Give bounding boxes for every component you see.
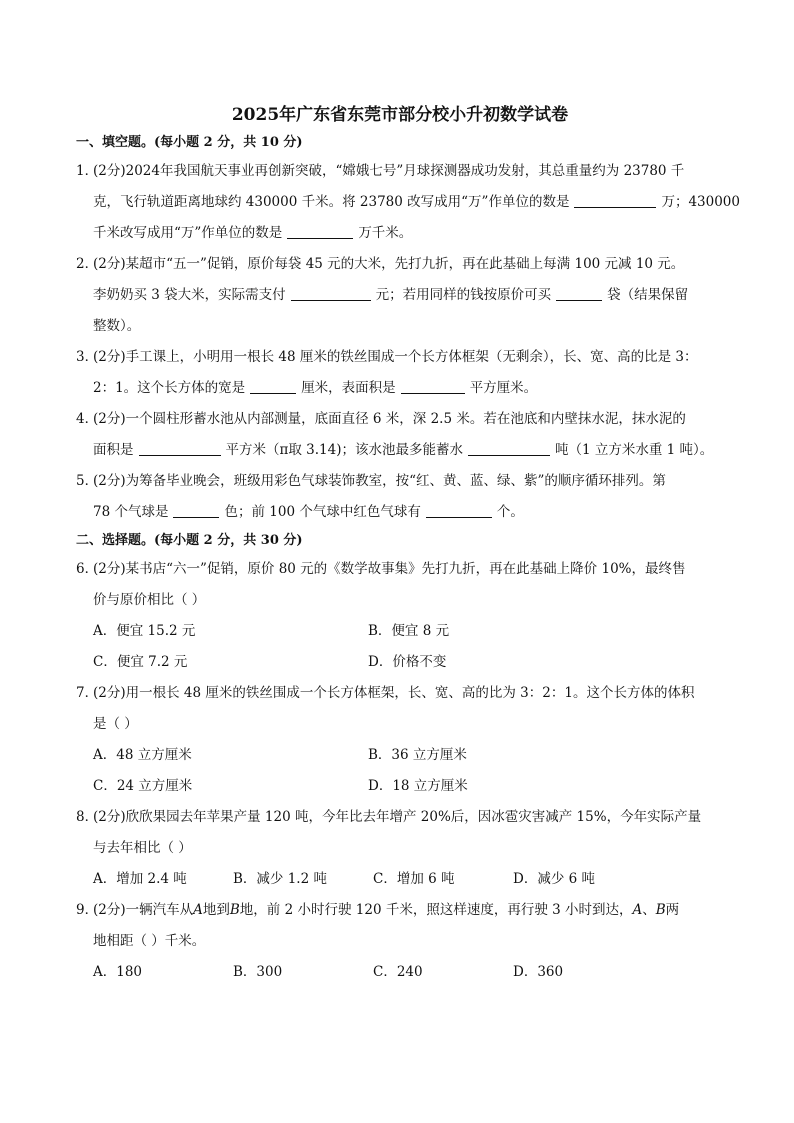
section-choice-heading: 二、选择题。(每小题 2 分，共 30 分) <box>76 533 303 548</box>
answer-blank[interactable] <box>173 502 219 518</box>
question-5-text-2b: 色；前 100 个气球中红色气球有 <box>224 504 421 520</box>
question-2-text-2a: 李奶奶买 3 袋大米，实际需支付 <box>93 287 286 303</box>
question-6-options-row-1 <box>76 616 724 647</box>
answer-blank[interactable] <box>250 378 296 394</box>
answer-blank[interactable] <box>556 285 602 301</box>
answer-blank[interactable] <box>574 192 656 208</box>
question-9-options-row <box>76 957 724 988</box>
question-4-text-2b: 平方米（π取 3.14)；该水池最多能蓄水 <box>225 442 463 458</box>
option-b[interactable]: B．减少 1.2 吨 <box>233 871 327 887</box>
question-9-line-2 <box>76 926 724 957</box>
question-4-text: (2分)一个圆柱形蓄水池从内部测量，底面直径 6 米，深 2.5 米。若在池底和内壁抹水泥，抹水泥的 <box>93 411 686 427</box>
question-number: 2． <box>76 256 99 272</box>
question-7-options-row-2 <box>76 771 724 802</box>
answer-blank[interactable] <box>287 223 353 239</box>
question-7-line-1 <box>76 678 724 709</box>
answer-blank[interactable] <box>401 378 465 394</box>
question-9-text-a: (2分)一辆汽车从 <box>93 902 194 918</box>
question-3-line-1 <box>76 342 724 373</box>
question-8 <box>76 802 724 895</box>
option-d[interactable]: D．价格不变 <box>368 654 447 670</box>
question-4-text-2c: 吨（1 立方米水重 1 吨）。 <box>555 442 714 458</box>
question-8-text: (2分)欣欣果园去年苹果产量 120 吨，今年比去年增产 20%后，因冰雹灾害减产 15%，今年实际产量 <box>93 809 702 825</box>
answer-blank[interactable] <box>139 440 221 456</box>
question-5-line-1 <box>76 466 724 497</box>
question-2-line-3 <box>76 311 724 342</box>
question-1-text-2b: 万；430000 <box>661 194 740 210</box>
question-2-line-1 <box>76 249 724 280</box>
option-b[interactable]: B．便宜 8 元 <box>368 623 450 639</box>
question-9-text <box>93 895 679 926</box>
question-1-line-2 <box>76 187 740 218</box>
option-d[interactable]: D．360 <box>513 964 564 980</box>
question-9-text-2: 地相距（ ）千米。 <box>93 933 206 949</box>
question-4 <box>76 404 724 466</box>
option-d[interactable]: D．减少 6 吨 <box>513 871 595 887</box>
question-number: 6． <box>76 561 99 577</box>
question-1 <box>76 156 740 249</box>
question-number: 4． <box>76 411 99 427</box>
question-1-text-2a: 克，飞行轨道距离地球约 430000 千米。将 23780 改写成用“万”作单位的数是 <box>93 194 570 210</box>
question-6-line-2 <box>76 585 724 616</box>
variable-a: A <box>632 902 643 918</box>
question-number: 8． <box>76 809 99 825</box>
question-number: 1． <box>76 163 99 179</box>
option-a[interactable]: A．便宜 15.2 元 <box>93 623 196 639</box>
question-2-text-2c: 袋（结果保留 <box>607 287 689 303</box>
question-3 <box>76 342 724 404</box>
question-9 <box>76 895 724 988</box>
question-9-text-c: 地，前 2 小时行驶 120 千米，照这样速度，再行驶 3 小时到达， <box>239 902 633 918</box>
answer-blank[interactable] <box>468 440 550 456</box>
question-1-line-1 <box>76 156 724 187</box>
question-1-line-3 <box>76 218 724 249</box>
question-9-text-d: 两 <box>665 902 680 918</box>
question-1-text-3b: 万千米。 <box>358 225 413 241</box>
question-8-line-2 <box>76 833 724 864</box>
option-a[interactable]: A．180 <box>93 964 143 980</box>
question-number: 5． <box>76 473 99 489</box>
option-b[interactable]: B．36 立方厘米 <box>368 747 467 763</box>
question-6 <box>76 554 724 678</box>
variable-b: B <box>655 902 666 918</box>
variable-a: A <box>193 902 203 918</box>
question-3-text-2c: 平方厘米。 <box>469 380 538 396</box>
question-8-options-row <box>76 864 724 895</box>
question-2-line-2 <box>76 280 724 311</box>
question-number: 7． <box>76 685 99 701</box>
question-1-text-3a: 千米改写成用“万”作单位的数是 <box>93 225 283 241</box>
option-d[interactable]: D．18 立方厘米 <box>368 778 468 794</box>
question-4-line-2 <box>76 435 724 466</box>
question-5-line-2 <box>76 497 724 528</box>
option-c[interactable]: C．便宜 7.2 元 <box>93 654 188 670</box>
question-1-text: (2分)2024年我国航天事业再创新突破，“嫦娥七号”月球探测器成功发射，其总重量约为 23780 千 <box>93 163 685 179</box>
question-3-text-2b: 厘米，表面积是 <box>301 380 396 396</box>
question-8-line-1 <box>76 802 724 833</box>
question-7-options-row-1 <box>76 740 724 771</box>
question-9-text-b: 地到 <box>202 902 230 918</box>
question-5-text-2a: 78 个气球是 <box>93 504 169 520</box>
question-3-text: (2分)手工课上，小明用一根长 48 厘米的铁丝围成一个长方体框架（无剩余），长、宽、高的比是 3： <box>93 349 698 365</box>
option-a[interactable]: A．增加 2.4 吨 <box>93 871 187 887</box>
question-number: 3． <box>76 349 99 365</box>
option-b[interactable]: B．300 <box>233 964 283 980</box>
question-number: 9． <box>76 902 99 918</box>
question-3-text-2a: 2：1。这个长方体的宽是 <box>93 380 246 396</box>
option-c[interactable]: C．24 立方厘米 <box>93 778 193 794</box>
question-2-text-3: 整数）。 <box>93 318 141 334</box>
variable-b: B <box>229 902 240 918</box>
question-3-line-2 <box>76 373 724 404</box>
question-4-line-1 <box>76 404 724 435</box>
question-7 <box>76 678 724 802</box>
question-4-text-2a: 面积是 <box>93 442 134 458</box>
separator: 、 <box>642 902 656 918</box>
section-fill-in-heading: 一、填空题。(每小题 2 分，共 10 分) <box>76 135 303 150</box>
exam-title: 2025年广东省东莞市部分校小升初数学试卷 <box>231 105 569 125</box>
question-8-text-2: 与去年相比（ ） <box>93 840 192 856</box>
option-a[interactable]: A．48 立方厘米 <box>93 747 192 763</box>
question-6-line-1 <box>76 554 724 585</box>
question-9-line-1 <box>76 895 724 926</box>
question-6-text: (2分)某书店“六一”促销，原价 80 元的《数学故事集》先打九折，再在此基础上降价 10%，最终售 <box>93 561 686 577</box>
answer-blank[interactable] <box>426 502 492 518</box>
question-2 <box>76 249 724 342</box>
question-2-text-2b: 元；若用同样的钱按原价可买 <box>375 287 552 303</box>
option-c[interactable]: C．增加 6 吨 <box>373 871 455 887</box>
question-2-text: (2分)某超市“五一”促销，原价每袋 45 元的大米，先打九折，再在此基础上每满 100 元减 10 元。 <box>93 256 685 272</box>
answer-blank[interactable] <box>291 285 371 301</box>
question-5-text-2c: 个。 <box>496 504 524 520</box>
option-c[interactable]: C．240 <box>373 964 423 980</box>
question-7-text: (2分)用一根长 48 厘米的铁丝围成一个长方体框架，长、宽、高的比为 3：2：1。这个长方体的体积 <box>93 685 695 701</box>
question-7-text-2: 是（ ） <box>93 716 138 732</box>
question-5 <box>76 466 724 528</box>
question-6-options-row-2 <box>76 647 724 678</box>
question-7-line-2 <box>76 709 724 740</box>
question-5-text: (2分)为筹备毕业晚会，班级用彩色气球装饰教室，按“红、黄、蓝、绿、紫”的顺序循环排列。第 <box>93 473 666 489</box>
question-6-text-2: 价与原价相比（ ） <box>93 592 206 608</box>
